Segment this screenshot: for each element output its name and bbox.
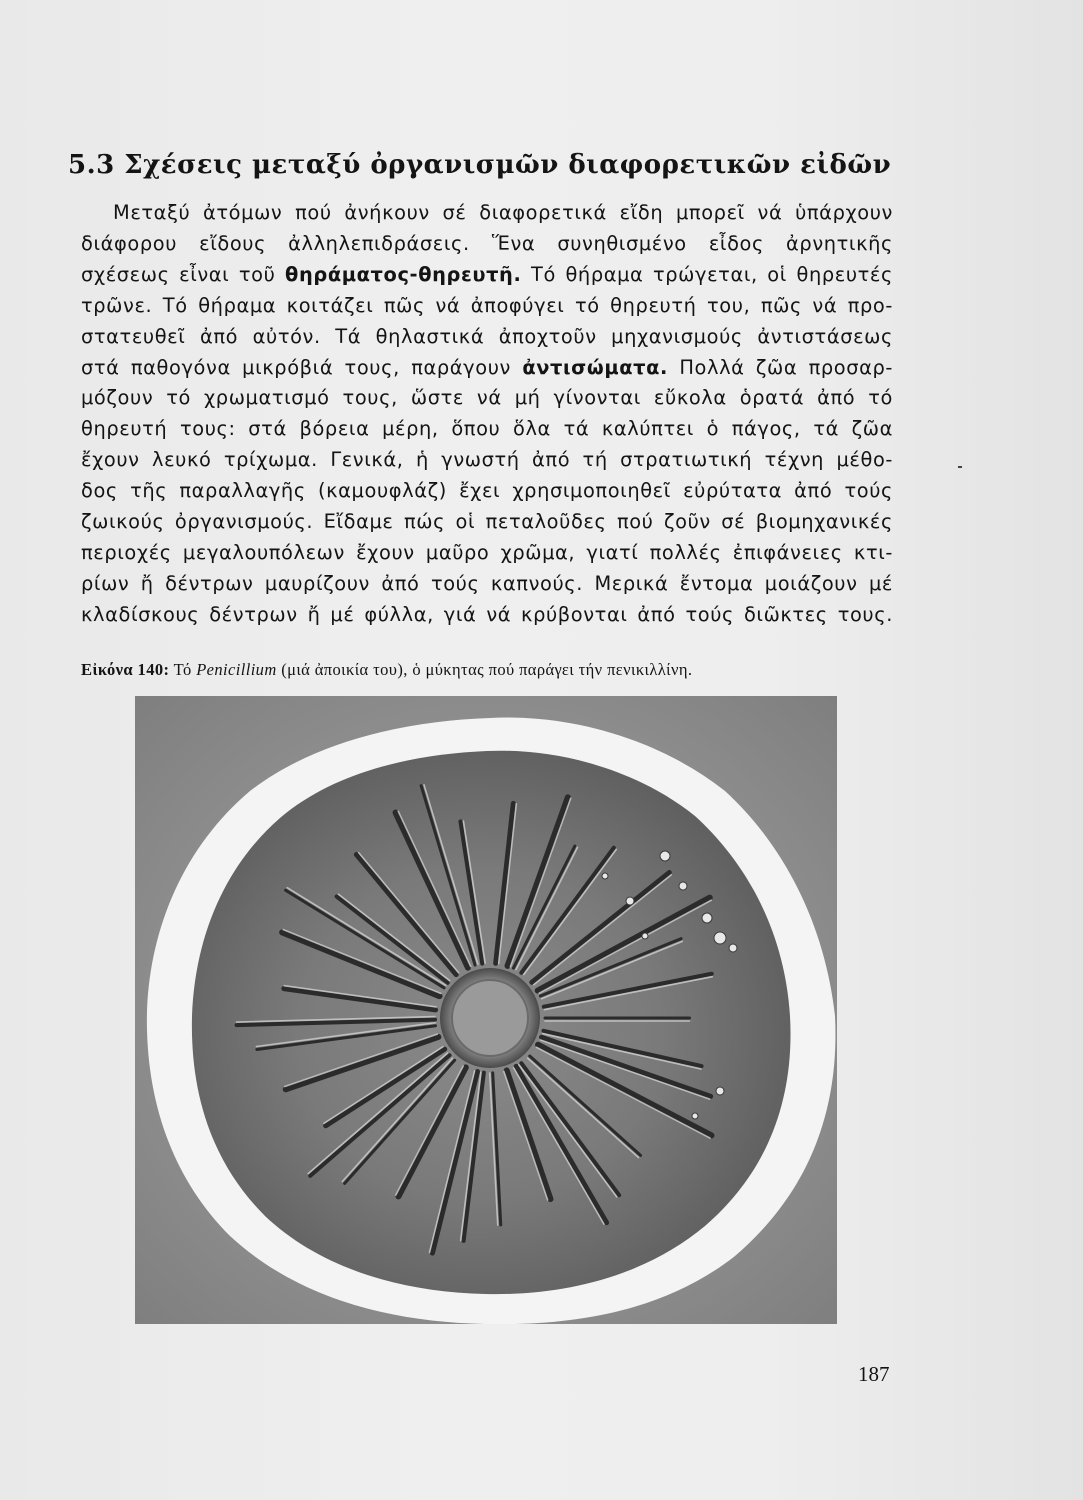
paragraph-line: διάφορου εἴδους ἀλληλεπιδράσεις. Ἕνα συνηθισμένο εἶδος ἀρνητικῆς [81,231,893,255]
caption-text: Τό [173,660,192,679]
bold-term-predator-prey: θηράματος-θηρευτῆ. [285,262,522,286]
paragraph-line-mixed [81,260,893,291]
paragraph-line: τρῶνε. Τό θήραμα κοιτάζει πῶς νά ἀποφύγει τό θηρευτή του, πῶς νά προ- [81,293,893,317]
paragraph-line: ζωικούς ὀργανισμούς. Εἴδαμε πώς οἱ πεταλοῦδες πού ζοῦν σέ βιομηχανικές [81,510,893,534]
paragraph-line: στατευθεῖ ἀπό αὐτόν. Τά θηλαστικά ἀποχτοῦν μηχανισμούς ἀντιστάσεως [81,324,893,348]
figure-label: Εἰκόνα 140: [81,660,170,679]
paragraph-text: Τό θήραμα τρώγεται, οἱ θηρευτές [531,262,893,286]
paper-speck [958,466,962,468]
figure-caption [81,660,692,680]
caption-text: (μιά ἀποικία του), ὁ μύκητας πού παράγει τήν πενικιλλίνη. [281,660,693,679]
body-paragraph [81,198,893,631]
colony-center-core [452,980,528,1056]
paragraph-text: στά παθογόνα μικρόβιά τους, παράγουν [81,355,511,379]
bold-term-antibodies: ἀντισώματα. [522,355,668,379]
paragraph-line: ρίων ἤ δέντρων μαυρίζουν ἀπό τούς καπνούς. Μερικά ἔντομα μοιάζουν μέ [81,571,893,595]
paragraph-line: ἔχουν λευκό τρίχωμα. Γενικά, ἡ γνωστή ἀπό τή στρατιωτική τέχνη μέθο- [81,448,893,472]
penicillium-colony-photo [135,696,837,1324]
paragraph-line: περιοχές μεγαλουπόλεων ἔχουν μαῦρο χρῶμα, γιατί πολλές ἐπιφάνειες κτι- [81,540,893,564]
paragraph-line-mixed [81,353,893,384]
paragraph-text: Πολλά ζῶα προσαρ- [679,355,894,379]
genus-name: Penicillium [196,660,277,679]
paragraph-line: μόζουν τό χρωματισμό τους, ὥστε νά μή γίνονται εὔκολα ὁρατά ἀπό τό [81,386,893,410]
paragraph-line: δος τῆς παραλλαγῆς (καμουφλάζ) ἔχει χρησιμοποιηθεῖ εὐρύτατα ἀπό τούς [81,479,893,503]
colony-illustration [135,696,837,1324]
paragraph-line: θηρευτή τους: στά βόρεια μέρη, ὅπου ὅλα τά καλύπτει ὁ πάγος, τά ζῶα [81,417,893,441]
page-number: 187 [858,1362,890,1386]
paragraph-text: σχέσεως εἶναι τοῦ [81,262,276,286]
paragraph-line: κλαδίσκους δέντρων ἤ μέ φύλλα, γιά νά κρύβονται ἀπό τούς διῶκτες τους. [81,602,893,626]
paragraph-line: Μεταξύ ἀτόμων πού ἀνήκουν σέ διαφορετικά εἴδη μπορεῖ νά ὑπάρχουν [113,201,893,224]
section-heading: 5.3 Σχέσεις μεταξύ ὀργανισμῶν διαφορετικῶν εἰδῶν [68,150,892,180]
